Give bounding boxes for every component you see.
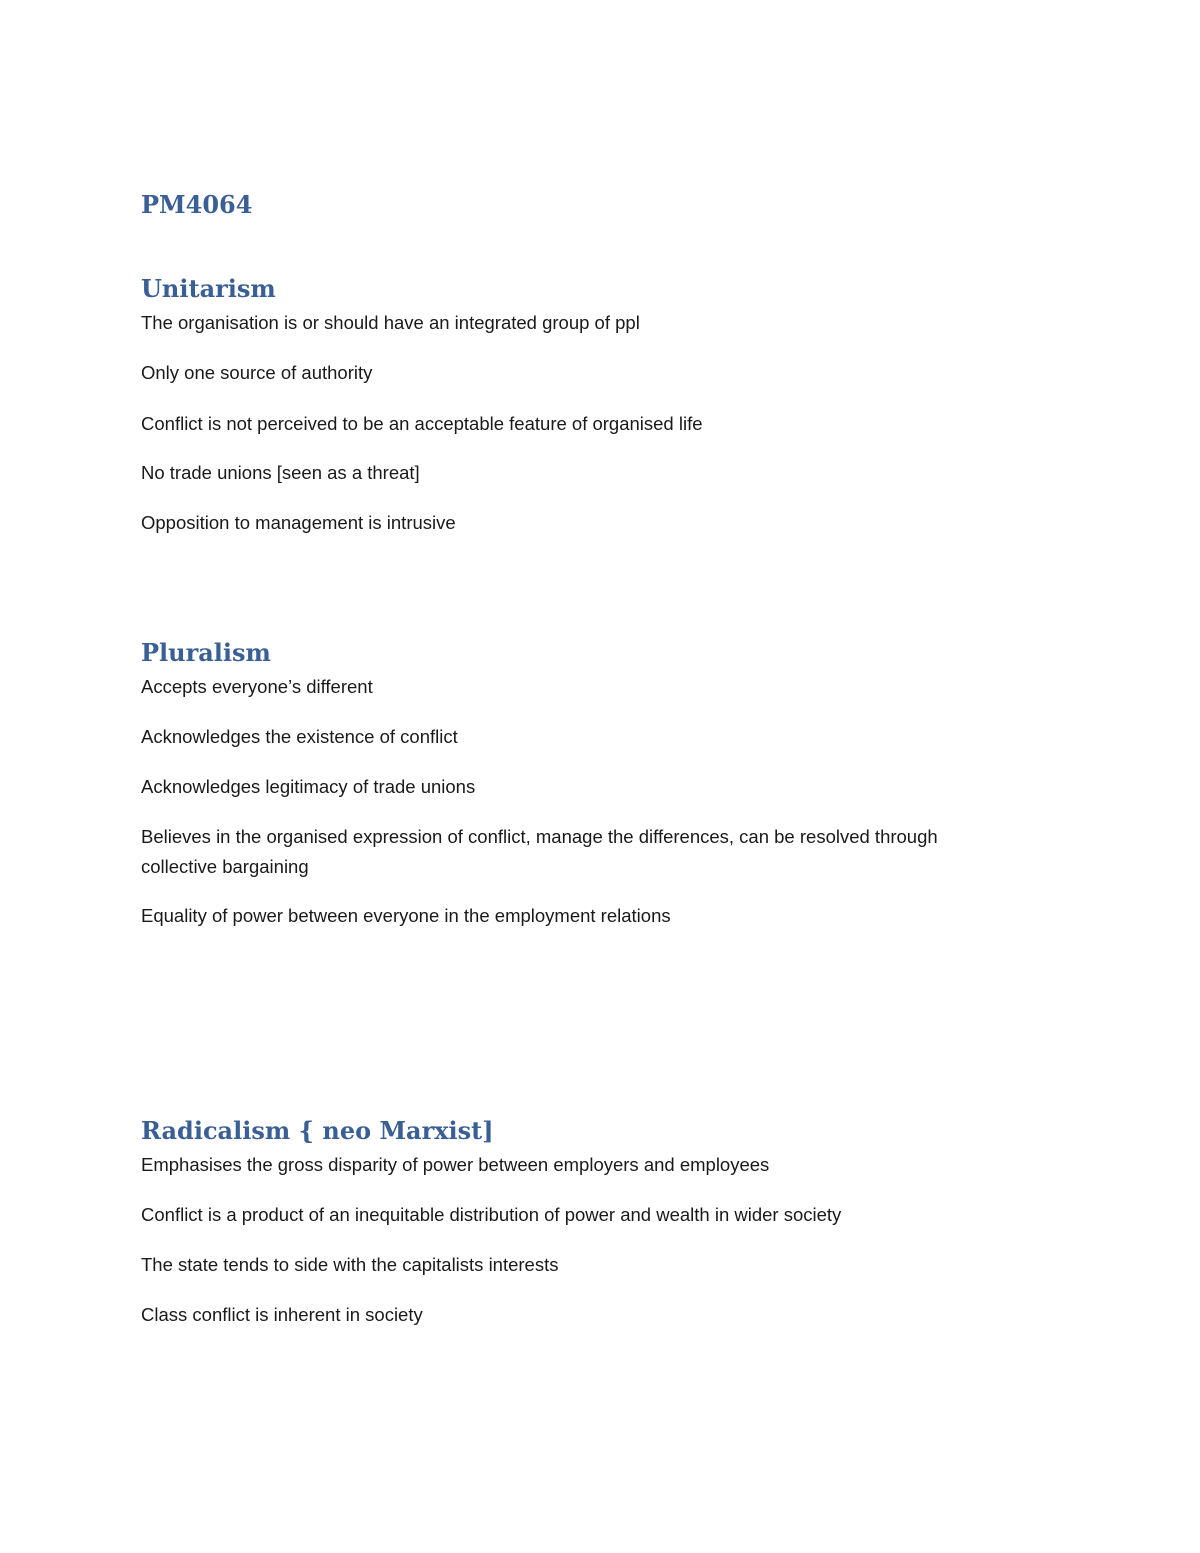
paragraph: Accepts everyone’s different	[141, 676, 373, 697]
paragraph: Opposition to management is intrusive	[141, 512, 456, 533]
section-heading: Radicalism { neo Marxist]	[141, 1116, 494, 1145]
paragraph: Conflict is not perceived to be an acceptable feature of organised life	[141, 413, 703, 434]
paragraph: Equality of power between everyone in the employment relations	[141, 905, 671, 926]
section-heading: Pluralism	[141, 638, 271, 667]
paragraph: Conflict is a product of an inequitable distribution of power and wealth in wider society	[141, 1204, 842, 1225]
paragraph: The state tends to side with the capitalists interests	[141, 1254, 559, 1275]
paragraph-continuation: collective bargaining	[141, 856, 309, 877]
paragraph: Class conflict is inherent in society	[141, 1304, 423, 1325]
section-heading: Unitarism	[141, 274, 276, 303]
paragraph: The organisation is or should have an integrated group of ppl	[141, 312, 640, 333]
paragraph: Only one source of authority	[141, 362, 373, 383]
paragraph: Acknowledges legitimacy of trade unions	[141, 776, 476, 797]
paragraph: Acknowledges the existence of conflict	[141, 726, 458, 747]
paragraph: Emphasises the gross disparity of power between employers and employees	[141, 1154, 770, 1175]
paragraph: Believes in the organised expression of conflict, manage the differences, can be resolved through	[141, 826, 938, 847]
document-title: PM4064	[141, 190, 253, 219]
paragraph: No trade unions [seen as a threat]	[141, 462, 420, 483]
